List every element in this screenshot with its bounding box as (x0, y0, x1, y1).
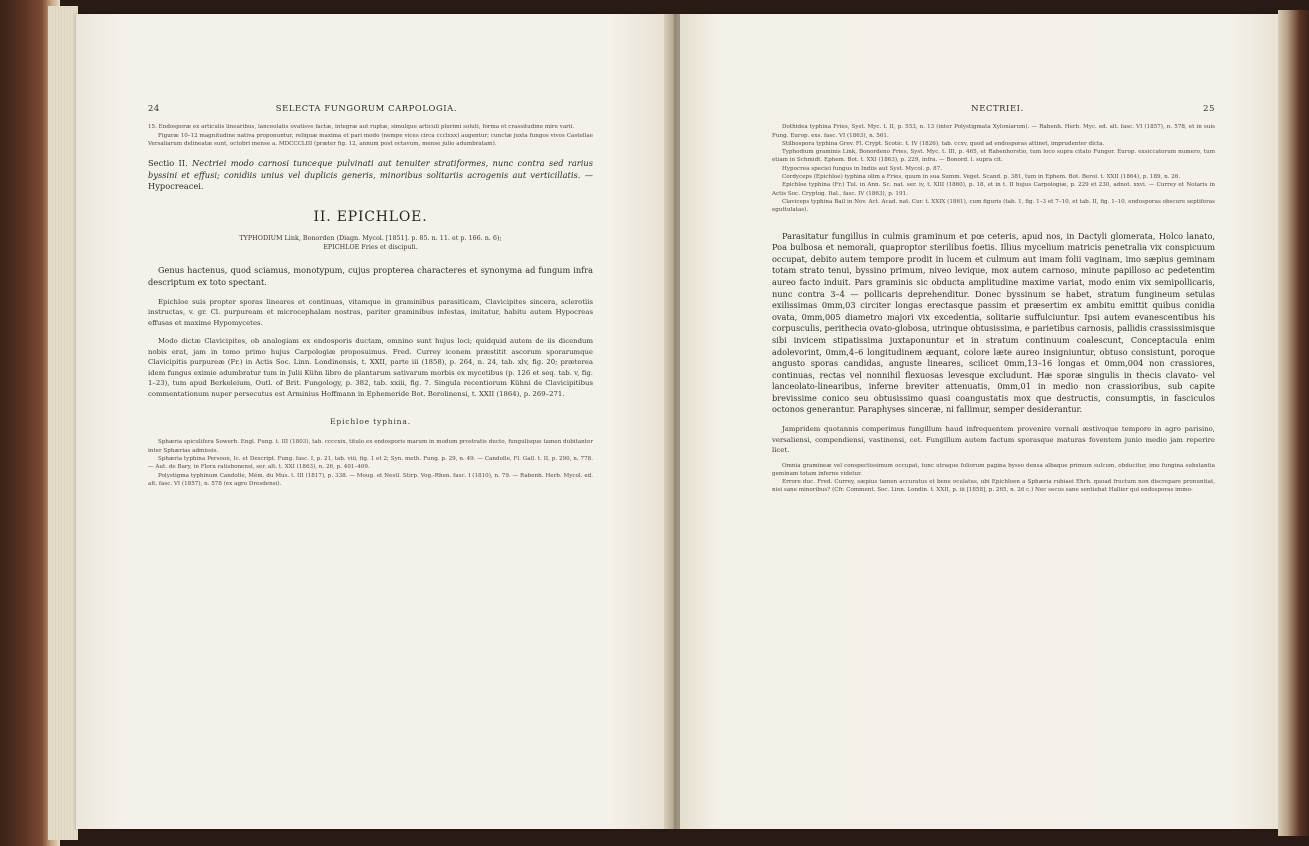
synonym-line: TYPHODIUM Link, Bonorden (Diagn. Mycol. [1851]. p. 85. n. 11. et p. 166. n. 6); (239, 234, 502, 243)
species-reference: Sphæria typhina Persoon, Ic. et Descript. Fung. fasc. I, p. 21, tab. viii, fig. 1 et 2; Syn. meth. Fung. p. 29, n. 49. — Candolle, Fl. Gall. t. II, p. 290, n. 778. — Aut. de Bary, in Flora ratisbonensi, ser. alt. t. XXI (1863), n. 26, p. 401–409. (148, 456, 593, 471)
left-page-content (148, 104, 593, 488)
genus-intro: Genus hactenus, quod sciamus, monotypum, cujus propterea characteres et synonyma ad fungum infra descriptum ex toto spectant. (148, 265, 593, 288)
paragraph: Modo dictæ Clavicipites, ob analogiam ex endosporis ductam, omnino sunt hujus loci; quidquid autem de iis dicendum nobis erat, jam in tomo primo hujus Carpologiæ proposuimus. Fred. Currey iconem præstitit ascorum sporarumque Clavicipitis purpureæ (Fr.) in Actis Soc. Linn. Londinensis, t. XXII, parte iii (1858), p. 264, n. 24, tab. xlv, fig. 20; præterea idem fungus eximie adumbratur tum in Julii Kühn libro de plantarum sativarum morbis ex mycetibus (p. 126 et seq. tab. v, fig. 1–23), tum apud Berkeleium, Outl. of Brit. Fungology, p. 382, tab. xxiii, fig. 7. Singula recentiorum Kühni de Clavicipitibus commentationum nuper persecutus est Arminius Hoffmann in Ephemeride Bot. Berolinensi, t. XXII (1864), p. 269–271. (148, 337, 593, 398)
sectio-tail: — Hypocreacei. (148, 169, 593, 192)
synonym-reference: Claviceps typhina Bail in Nov. Act. Acad. nat. Cur. t. XXIX (1861), cum figuris (tab. 1, fig. 1–3 et 7–10, et tab. II, fig. 1–10, endosporas obscure septiferas eguttulatas). (772, 198, 1215, 214)
synonym-line: EPICHLOE Fries et discipuli. (323, 242, 418, 251)
sectio-text: Nectriei modo carnosi tunceque pulvinati aut tenuiter stratiformes, nunc contra sed rarius byssini et effusi; conidiis unius vel duplicis generis, minoribus solitariis acrogenis aut verticillatis. (148, 158, 593, 180)
sectio-heading (148, 158, 593, 193)
synonym-reference: Cordyceps (Epichloe) typhina olim a Fries, quum in sua Summ. Veget. Scand. p. 381, tum in Ephem. Bot. Berol. t. XXII (1864), p. 189, n. 26. (782, 174, 1181, 181)
running-title-right: NECTRIEI. (971, 103, 1024, 113)
figure-note: Figuræ 10–12 magnitudine nativa proponuntur, reliquæ maxima et pari modo (nempe vices circa ccclxxx) augentur; cunctæ juxta fungos vivos Castellae Versaliarum delineatæ sunt, octobri mense a. MDCCCLIII (præter fig. 12, annum post octavum, mense julio adumbratam). (148, 132, 593, 147)
paragraph: Parasitatur fungillus in culmis graminum et pœ ceteris, apud nos, in Dactyli glomerata, Holco lanato, Poa bulbosa et nemorali, quaproptor sterilibus foetis. Illius mycelium matricis penetralia vix conspicuum occupat, debito autem tempore prodit in lucem et culmum aut imam folii vaginam, imo sæpius geminam totam strato tenui, byssino primum, niveo levique, mox autem carnoso, minute papilloso ac pedetentim aureo facto induit. Pars graminis sic obducta amplitudine maxime variat, modo enim vix semipollicaris, nunc contra 3–4 — pollicaris deprehenditur. Donec byssinum se habet, stratum fungineum setulas exilissimas 0mm,03 circiter longas erectasque passim et præsertim ex ambitu emittit quibus conidia ovata, 0mm,005 diametro majori vix excedentia, solitarie suffulciuntur. Ipsi autem evanescentibus his corpusculis, perithecia ovato-globosa, utrinque obtusissima, e parietibus carnosis, pallidis crassissimisque sibi invicem stipatissima juxtaponuntur et in stratum continuum coalescunt, Conceptacula enim adolevorint, 0mm,4–6 longitudinem æquant, colore læte aureo insigniuntur, obtuso consistunt, poroque angusto sporas candidas, anguste lineares, scilicet 0mm,13–16 longas et 0mm,004 non crassiores, continuas, rectas vel nonnihil flexuosas levesque excludunt. Hæ sporæ singulis in thecis clavato- vel lanceolato-linearibus, inferne breviter attenuatis, 0mm,01 in medio non crassioribus, sub capite brevissime conico seu obtusissimo quasi coangustatis mox que destructis, consumptis, in fasciculos octonos generantur. Paraphyses sinceræ, ni fallimur, semper desiderantur. (772, 230, 1215, 415)
synonym-reference: Hypocrea speciei fungus in Indiis aut Syst. Mycol. p. 87. (782, 165, 943, 172)
book-binding-right (1278, 10, 1309, 836)
species-reference: Sphæria spiculifera Sowerb. Engl. Fung. t. III (1803), tab. ccccxix, titulo ex endosporis marum in modum prostratis ducto, fungulisque tamen dubitanter inter Sphærias admissis. (148, 439, 593, 454)
page-edges (48, 6, 78, 840)
synonym-reference: Dothidea typhina Fries, Syst. Myc. t. II, p. 553, n. 13 (inter Polystigmata Xyloniarum). — Rabenh. Herb. Myc. ed. alt. fasc. VI (1857), n. 578, et in suis Fung. Europ. exs. fasc. VI (1863), n. 561. (772, 124, 1215, 139)
page-number-right: 25 (1203, 103, 1215, 113)
genus-title: II. EPICHLOE. (313, 208, 428, 225)
paragraph: Errore duc. Fred. Currey, sæpius tamen accuratus et bene oculatus, ubi Epichloen a Sphæria rubiaei Ehrh. quoad fructum non discrepare pronuntiat, nisi sane minoribus? (Cfr. Comment. Soc. Linn. Londin. t. XXII, p. iii [1858], p. 265, n. 26 c.) Nec secus sane sentiebat Hallier qui endosporas immo- (772, 479, 1215, 494)
page-number-left: 24 (148, 103, 160, 113)
right-page-header (772, 104, 1215, 113)
sectio-label: Sectio II. (148, 158, 188, 169)
synonym-reference: Epichloe typhina (Fr.) Tul. in Ann. Sc. nat. ser. iv, t. XIII (1860), p. 18, et in t. II hujus Carpologiæ, p. 229 et 230, adnot. xxvi. — Currey et Notaris in Actis Soc. Cryptog. Ital., fasc. IV (1863), p. 191. (772, 182, 1215, 197)
figure-note: 15. Endosporæ ex articulis linearibus, lanceolatis ovatisve factæ, integræ aut ruptæ, simulque articuli plurimi soluti, forma et crassitudine mire varii. (148, 124, 575, 131)
paragraph: Omnia gramineæ vel conspectissimum occupat, tunc utraque foliorum pagina bysso densa albaque primum sulcum, obducitur, imo fungina substantia geminam totam inferne videtur. (772, 462, 1215, 477)
synonym-reference: Stilbospora typhina Grev. Fl. Crypt. Scotic. t. IV (1826), tab. ccxv, quod ad endosporas attinet, imprudenter dicta. (782, 140, 1105, 147)
species-title: Epichloe typhina. (330, 417, 411, 427)
species-reference: Polystigma typhinum Candolle, Mém. du Mus. t. III (1817), p. 338. — Moug. et Nestl. Stirp. Vog.-Rhen. fasc. I (1810), n. 79. — Rabenh. Herb. Mycol. ed. alt. fasc. VI (1857), n. 578 (ex agro Dresdensi). (148, 472, 593, 487)
right-page-content (772, 104, 1215, 495)
synonym-reference: Typhodium graminis Link, Bonordeno Fries, Syst. Myc. t. III, p. 465, et Rabenhorstio, tum loco supra citato Fungor. Europ. exsiccatorum numero, tum etiam in Schmidt. Ephem. Bot. t. XXI (1863), p. 229, infra. — Bonord. l. supra cit. (772, 149, 1215, 164)
paragraph: Jampridem quotannis comperimus fungillum haud infrequentem provenire vernali æstivoque tempore in agro parisino, versaliensi, compendiensi, vastinensi, cet. Fungillum autem factum sporasque maturas foventem junio medio jam reperire licet. (772, 425, 1215, 455)
left-page-header (148, 104, 593, 113)
paragraph: Epichloe suis propter sporas lineares et continuas, vitamque in graminibus parasiticam, Clavicipites sincera, sclerotiis instructas, v. gr. Cl. purpuream et microcephalam nostras, pariter graminibus infestas, imitatur, habitu autem Hypocreas effusas et maxime Hypomycetes. (148, 297, 593, 327)
running-title-left: SELECTA FUNGORUM CARPOLOGIA. (275, 103, 458, 113)
